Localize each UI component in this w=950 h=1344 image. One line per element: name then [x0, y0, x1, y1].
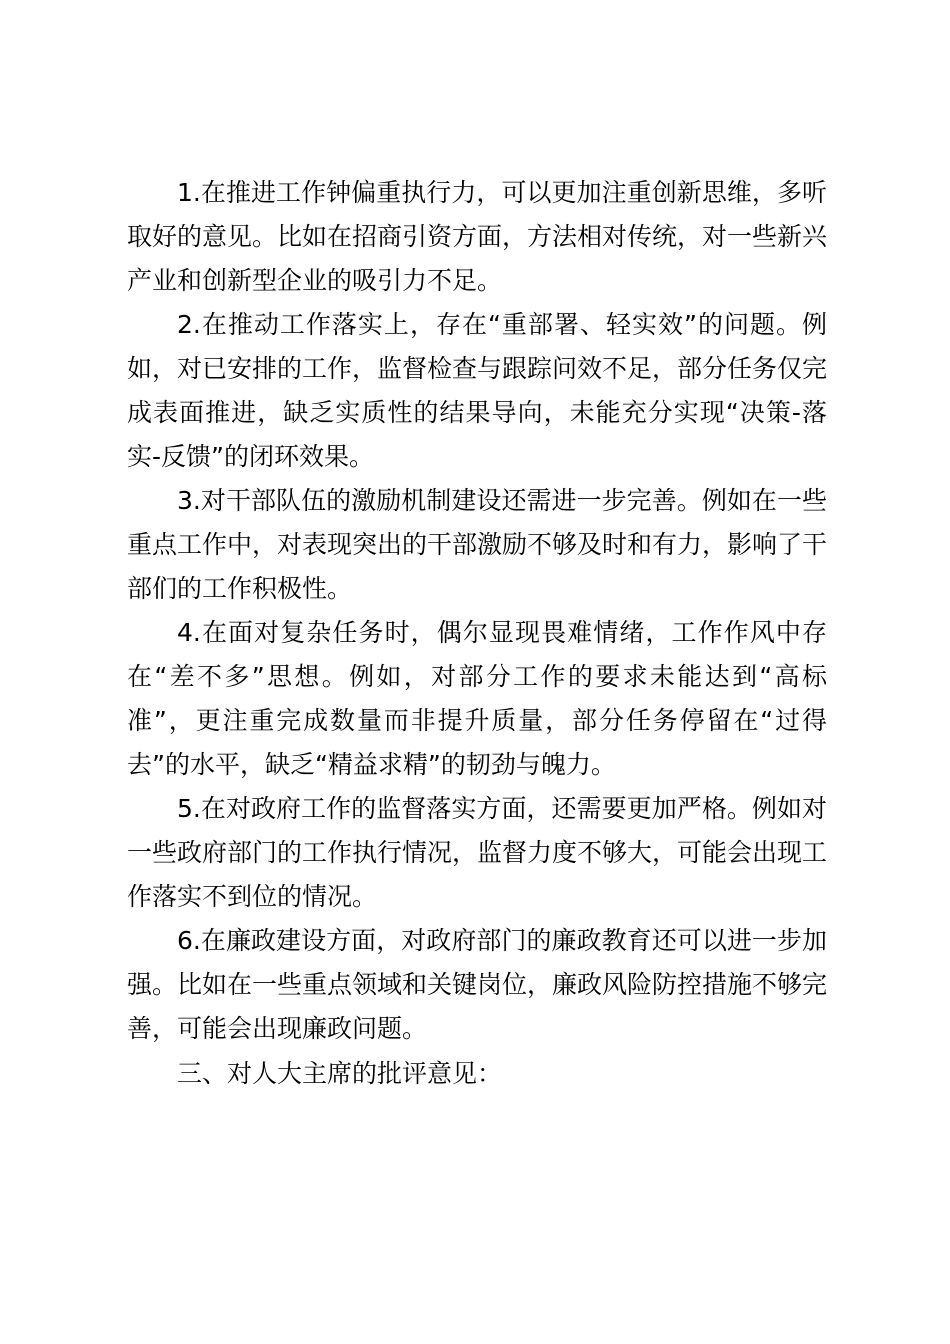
paragraph-5: 5.在对政府工作的监督落实方面，还需要更加严格。例如对一些政府部门的工作执行情况，监督力度不够大，可能会出现工作落实不到位的情况。 — [127, 794, 828, 911]
section-heading: 三、对人大主席的批评意见： — [177, 1059, 503, 1088]
paragraph-1: 1.在推进工作钟偏重执行力，可以更加注重创新思维，多听取好的意见。比如在招商引资方面，方法相对传统，对一些新兴产业和创新型企业的吸引力不足。 — [127, 178, 828, 295]
paragraph-4: 4.在面对复杂任务时，偶尔显现畏难情绪，工作作风中存在“差不多”思想。例如，对部分工作的要求未能达到“高标准”，更注重完成数量而非提升质量，部分任务停留在“过得去”的水平，缺乏“精益求精”的韧劲与魄力。 — [127, 618, 827, 779]
paragraph-2: 2.在推动工作落实上，存在“重部署、轻实效”的问题。例如，对已安排的工作，监督检查与跟踪问效不足，部分任务仅完成表面推进，缺乏实质性的结果导向，未能充分实现“决策-落实-反馈”的闭环效果。 — [127, 310, 828, 471]
document-body — [127, 171, 827, 1096]
paragraph-3: 3.对干部队伍的激励机制建设还需进一步完善。例如在一些重点工作中，对表现突出的干部激励不够及时和有力，影响了干部们的工作积极性。 — [127, 486, 828, 603]
paragraph-6: 6.在廉政建设方面，对政府部门的廉政教育还可以进一步加强。比如在一些重点领域和关键岗位，廉政风险防控措施不够完善，可能会出现廉政问题。 — [127, 926, 828, 1043]
